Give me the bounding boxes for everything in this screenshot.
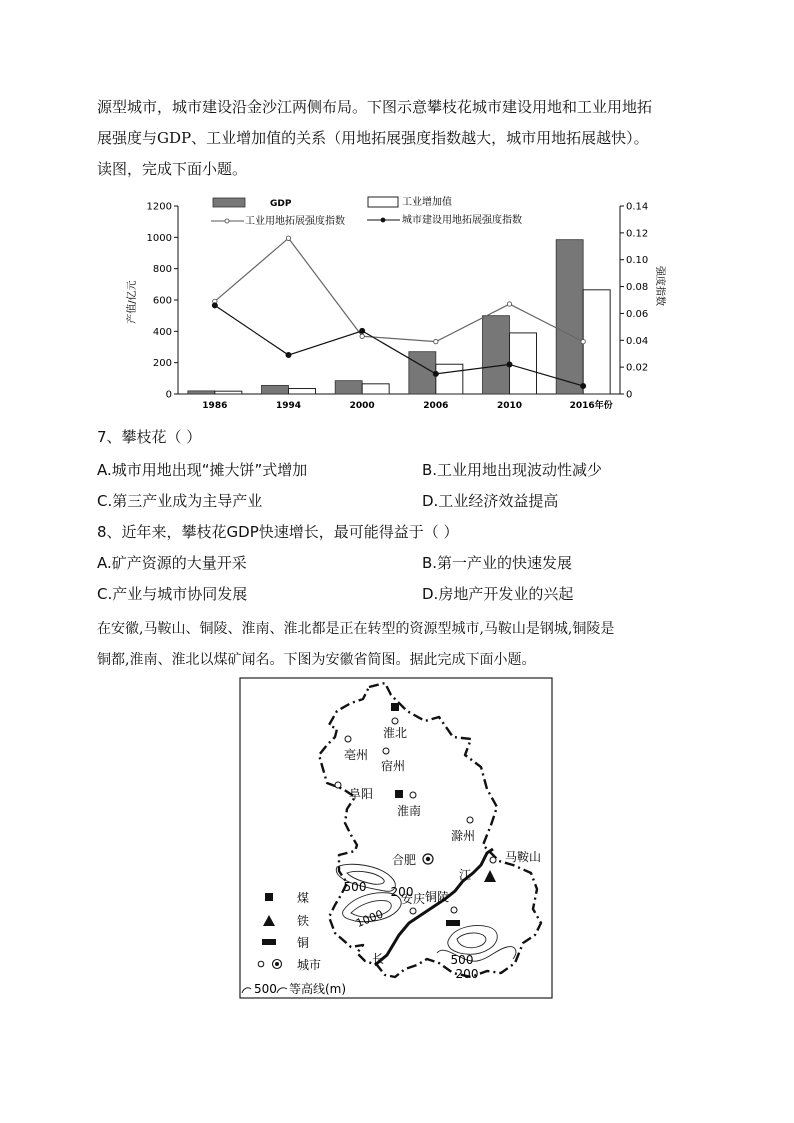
bar-industry-1994 <box>289 389 316 394</box>
city-anqing: 安庆 <box>400 892 426 906</box>
bar-gdp-2000 <box>335 381 362 394</box>
huaibei-city-icon <box>392 718 398 724</box>
bar-industry-2000 <box>362 384 389 394</box>
q7-option-c[interactable]: C.第三产业成为主导产业 <box>97 492 263 510</box>
y-tick-label: 600 <box>152 295 172 307</box>
legend-city-label: 城市 <box>297 958 322 972</box>
point-urban-land-2016 <box>581 383 586 388</box>
bar-gdp-1994 <box>262 385 289 394</box>
intro-line-2: 展强度与GDP、工业增加值的关系（用地拓展强度指数越大，城市用地拓展越快）。 <box>97 129 649 147</box>
hefei-capital-dot <box>426 857 430 861</box>
intro-line-1: 源型城市，城市建设沿金沙江两侧布局。下图示意攀枝花城市建设用地和工业用地拓 <box>97 98 653 116</box>
intro2-line-1: 在安徽,马鞍山、铜陵、淮南、淮北都是正在转型的资源型城市,马鞍山是钢城,铜陵是 <box>97 621 615 637</box>
q7-option-b[interactable]: B.工业用地出现波动性减少 <box>422 461 603 479</box>
legend-contour-label: 等高线(m) <box>289 982 347 996</box>
x-tick-label-2010: 2010 <box>496 401 523 411</box>
suzhou-city-icon <box>383 748 389 754</box>
point-industrial-land-2010 <box>507 302 511 306</box>
y-axis-title: 产值/亿元 <box>127 280 138 324</box>
point-urban-land-2010 <box>507 362 512 367</box>
huainan-city-icon <box>410 792 416 798</box>
contour-label-1000: 1000 <box>354 907 386 931</box>
bar-industry-1986 <box>215 391 242 394</box>
legend-copper-label: 铜 <box>297 936 310 950</box>
y-tick-label: 400 <box>152 326 172 338</box>
huainan-coal-icon <box>395 790 403 798</box>
bar-industry-2010 <box>510 333 537 394</box>
point-industrial-land-2006 <box>434 339 438 343</box>
point-urban-land-1994 <box>286 352 291 357</box>
intro2-line-2: 铜都,淮南、淮北以煤矿闻名。下图为安徽省简图。据此完成下面小题。 <box>97 652 536 668</box>
q7-option-a[interactable]: A.城市用地出现“摊大饼”式增加 <box>97 461 308 479</box>
y-tick-label: 200 <box>152 358 172 370</box>
y2-tick-label: 0.14 <box>626 201 649 213</box>
city-bozhou: 亳州 <box>343 748 369 762</box>
city-huainan: 淮南 <box>396 804 422 818</box>
y-tick-label: 1000 <box>146 232 172 244</box>
legend-coal-label: 煤 <box>297 891 310 905</box>
x-tick-label-2016: 2016年份 <box>569 401 613 411</box>
q7-option-d[interactable]: D.工业经济效益提高 <box>422 492 559 510</box>
contour-label-200-west: 200 <box>390 885 414 899</box>
y2-tick-label: 0.06 <box>626 308 649 320</box>
x-tick-label-2006: 2006 <box>423 401 449 411</box>
point-industrial-land-1994 <box>286 236 290 240</box>
point-urban-land-1986 <box>212 303 217 308</box>
y2-axis-title: 强度指数 <box>654 266 665 306</box>
legend-gdp-label: GDP <box>270 199 292 209</box>
bar-gdp-1986 <box>188 391 215 394</box>
fuyang-city-icon <box>335 782 341 788</box>
contour-label-200-south: 200 <box>455 967 479 981</box>
line-industrial-land <box>215 238 583 341</box>
y2-tick-label: 0.02 <box>626 362 649 374</box>
y-tick-label: 0 <box>165 389 172 401</box>
q8-option-d[interactable]: D.房地产开发业的兴起 <box>422 585 574 603</box>
point-urban-land-2006 <box>433 371 438 376</box>
legend-city-icon <box>258 961 264 967</box>
city-fuyang: 阜阳 <box>348 787 374 801</box>
point-industrial-land-2000 <box>360 334 364 338</box>
y2-tick-label: 0.10 <box>626 255 649 267</box>
y2-tick-label: 0 <box>626 389 633 401</box>
point-urban-land-2000 <box>360 328 365 333</box>
tongling-city-icon <box>451 907 457 913</box>
huaibei-coal-icon <box>391 703 399 711</box>
point-industrial-land-2016 <box>581 339 585 343</box>
maanshan-city-icon <box>490 857 496 863</box>
legend-iron-label: 铁 <box>297 914 310 928</box>
y-tick-label: 1200 <box>146 201 172 213</box>
river-label-chang: 长 <box>371 952 385 966</box>
legend-industry-swatch <box>368 197 398 207</box>
chuzhou-city-icon <box>467 817 473 823</box>
y2-tick-label: 0.12 <box>626 228 649 240</box>
anhui-map <box>239 677 553 999</box>
bozhou-city-icon <box>345 736 351 742</box>
y2-tick-label: 0.08 <box>626 282 649 294</box>
legend-urban-land-label: 城市建设用地拓展强度指数 <box>402 215 522 226</box>
x-tick-label-1986: 1986 <box>202 401 228 411</box>
city-tongling: 铜陵 <box>424 890 450 904</box>
city-suzhou: 宿州 <box>380 759 406 773</box>
panzhihua-chart <box>120 193 680 415</box>
city-huaibei: 淮北 <box>382 726 408 740</box>
legend-copper-icon <box>262 939 276 945</box>
contour-label-500-south: 500 <box>450 953 474 967</box>
bar-gdp-2016 <box>556 240 583 394</box>
q8-option-c[interactable]: C.产业与城市协同发展 <box>97 585 248 603</box>
q7-stem: 7、攀枝花（ ） <box>97 428 202 446</box>
legend-industrial-land-label: 工业用地拓展强度指数 <box>245 216 345 227</box>
river-label-jiang: 江 <box>458 868 472 882</box>
anqing-city-icon <box>410 908 416 914</box>
legend-gdp-swatch <box>213 198 245 207</box>
tongling-copper-icon <box>446 920 460 926</box>
legend-urban-land-marker <box>381 218 386 223</box>
intro-line-3: 读图，完成下面小题。 <box>97 160 248 178</box>
legend-industrial-land-marker <box>225 219 229 223</box>
bar-industry-2016 <box>583 290 610 394</box>
contour-label-500-west: 500 <box>343 880 367 894</box>
q8-option-b[interactable]: B.第一产业的快速发展 <box>422 554 573 572</box>
city-hefei: 合肥 <box>391 853 417 867</box>
x-tick-label-2000: 2000 <box>349 401 375 411</box>
legend-capital-dot <box>275 962 279 966</box>
q8-stem: 8、近年来，攀枝花GDP快速增长，最可能得益于（ ） <box>97 523 459 541</box>
y-tick-label: 800 <box>152 264 172 276</box>
city-maanshan: 马鞍山 <box>504 850 542 864</box>
x-tick-label-1994: 1994 <box>275 401 302 411</box>
y2-tick-label: 0.04 <box>626 335 649 347</box>
bar-gdp-2006 <box>409 352 436 394</box>
bar-gdp-2010 <box>483 316 510 394</box>
legend-industry-label: 工业增加值 <box>402 197 452 208</box>
q8-option-a[interactable]: A.矿产资源的大量开采 <box>97 554 247 572</box>
city-chuzhou: 滁州 <box>450 829 476 843</box>
bar-industry-2006 <box>436 364 463 394</box>
legend-coal-icon <box>265 893 273 901</box>
legend-contour-value: 500 <box>254 982 277 996</box>
